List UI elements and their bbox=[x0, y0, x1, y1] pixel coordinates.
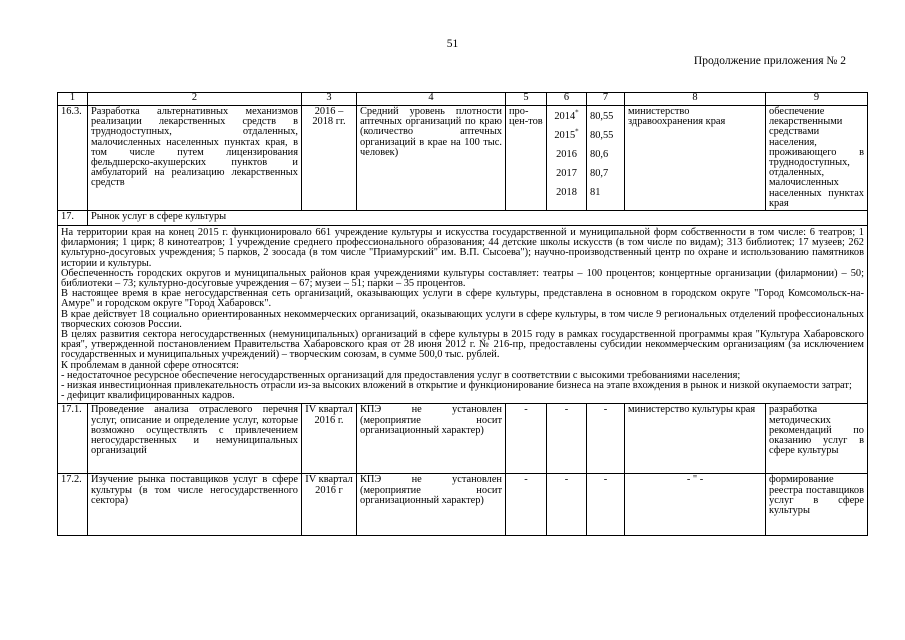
header-cell: 6 bbox=[547, 93, 587, 106]
paragraph: В целях развития сектора негосударственных (немуниципальных) организаций в сфере культуры в 2015 году в рамках государственной программы края "Культура Хабаровского края", утвержденной постановлением Правительства Хабаровского края от 28 июня 2012 г. № 216-пр, предоставлены субсидии некоммерческим организациям (за исключением государственных и муниципальных учреждений) – творческим союзам, в сумме 500,0 тыс. рублей. bbox=[61, 329, 864, 361]
indicator: Средний уровень плотности аптечных организаций по краю (количество аптечных организаций в крае на 100 тыс. человек) bbox=[357, 106, 506, 211]
program-table bbox=[57, 92, 868, 536]
period: IV квартал 2016 г bbox=[302, 474, 357, 536]
unit: про-цен-тов bbox=[506, 106, 547, 211]
paragraph: Обеспеченность городских округов и муниципальных районов края учреждениями культуры составляет: театры – 100 процентов; концертные организации (филармонии) – 50; библиотеки – 73; культурно-досуговые учреждения – 67; музеи – 51; парки – 35 процентов. bbox=[61, 267, 864, 290]
unit: - bbox=[506, 474, 547, 536]
header-cell: 2 bbox=[88, 93, 302, 106]
value-cell: - bbox=[587, 404, 625, 474]
paragraph: - недостаточное ресурсное обеспечение негосударственных организаций для предоставления услуг в соответствии с высокими требованиями населения; bbox=[61, 369, 741, 381]
header-cell: 3 bbox=[302, 93, 357, 106]
table-row-16-3 bbox=[58, 106, 868, 211]
measure-name: Разработка альтернативных механизмов реализации лекарственных средств в труднодоступных, отдаленных, малочисленных населенных пунктах края, в том числе путем лицензирования фельдшерско-акушерских пунктов и амбулаторий на реализацию лекарственных средств bbox=[88, 106, 302, 211]
header-cell: 1 bbox=[58, 93, 88, 106]
years-column bbox=[547, 106, 587, 211]
value-cell: 80,55 bbox=[590, 111, 614, 122]
header-cell: 4 bbox=[357, 93, 506, 106]
paragraph: На территории края на конец 2015 г. функционировало 661 учреждение культуры и искусства государственной и муниципальной форм собственности в том числе: 6 театров; 1 филармония; 1 цирк; 8 кинотеатров; 1 учреждение среднего профессионального образования; 44 детские школы искусств (в том числе по видам); 313 библиотек; 17 музеев; 262 культурно-досуговых учреждения; 5 парков, 2 зоосада (в том числе "Приамурский" им. В.П. Сысоева"); научно-производственный центр по охране и использованию памятников истории и культуры. bbox=[61, 227, 864, 269]
paragraph: В настоящее время в крае негосударственная сеть организаций, оказывающих услуги в сфере культуры, представлена в основном в городском округе "Город Комсомольск-на-Амуре" и городском округе "Город Хабаровск". bbox=[61, 288, 864, 310]
expected-result: разработка методических рекомендаций по оказанию услуг в сфере культуры bbox=[766, 404, 868, 474]
responsible: министерство культуры края bbox=[625, 404, 766, 474]
section-17-row bbox=[58, 211, 868, 226]
continuation-note: Продолжение приложения № 2 bbox=[693, 55, 846, 67]
paragraph: К проблемам в данной сфере относятся: bbox=[61, 359, 239, 371]
table-row-17-2 bbox=[58, 474, 868, 536]
indicator: КПЭ не установлен (мероприятие носит организационный характер) bbox=[357, 404, 506, 474]
period: IV квартал 2016 г. bbox=[302, 404, 357, 474]
year-cell: 2015* bbox=[554, 127, 579, 141]
value-cell: 81 bbox=[590, 187, 601, 198]
section-number: 17. bbox=[58, 211, 88, 226]
values-column bbox=[587, 106, 625, 211]
value-cell: 80,6 bbox=[590, 149, 609, 160]
row-number: 16.3. bbox=[58, 106, 88, 211]
section-description bbox=[58, 226, 868, 404]
period: 2016 – 2018 гг. bbox=[302, 106, 357, 211]
indicator: КПЭ не установлен (мероприятие носит организационный характер) bbox=[357, 474, 506, 536]
header-row bbox=[58, 93, 868, 106]
paragraph: В крае действует 18 социально ориентированных некоммерческих организаций, оказывающих услуги в сфере культуры, в том числе 9 региональных отделений профессиональных творческих союзов России. bbox=[61, 308, 864, 330]
value-cell: - bbox=[547, 404, 587, 474]
paragraph: - низкая инвестиционная привлекательность отрасли из-за высоких вложений в открытие и функционирование бизнеса на этапе вхождения в рынок и низкой окупаемости затрат; bbox=[61, 380, 852, 392]
table-row-17-1 bbox=[58, 404, 868, 474]
year-cell: 2018 bbox=[556, 187, 577, 198]
value-cell: 80,55 bbox=[590, 130, 614, 141]
header-cell: 9 bbox=[766, 93, 868, 106]
paragraph: - дефицит квалифицированных кадров. bbox=[61, 390, 235, 402]
measure-name: Проведение анализа отраслевого перечня услуг, описание и определение услуг, которые возможно осуществлять с привлечением негосударственных и немуниципальных организаций bbox=[88, 404, 302, 474]
year-cell: 2017 bbox=[556, 168, 577, 179]
section-title: Рынок услуг в сфере культуры bbox=[88, 211, 868, 226]
section-17-description-row bbox=[58, 226, 868, 404]
year-cell: 2014* bbox=[554, 108, 579, 122]
page-number: 51 bbox=[446, 38, 459, 50]
responsible: - " - bbox=[625, 474, 766, 536]
row-number: 17.1. bbox=[58, 404, 88, 474]
value-cell: - bbox=[547, 474, 587, 536]
unit: - bbox=[506, 404, 547, 474]
expected-result: обеспечение лекарственными средствами населения, проживающего в труднодоступных, отдаленных, малочисленных населенных пунктах края bbox=[766, 106, 868, 211]
responsible: министерство здравоохранения края bbox=[625, 106, 766, 211]
measure-name: Изучение рынка поставщиков услуг в сфере культуры (в том числе негосударственного сектора) bbox=[88, 474, 302, 536]
header-cell: 8 bbox=[625, 93, 766, 106]
header-cell: 7 bbox=[587, 93, 625, 106]
header-cell: 5 bbox=[506, 93, 547, 106]
value-cell: 80,7 bbox=[590, 168, 609, 179]
row-number: 17.2. bbox=[58, 474, 88, 536]
expected-result: формирование реестра поставщиков услуг в сфере культуры bbox=[766, 474, 868, 536]
value-cell: - bbox=[587, 474, 625, 536]
year-cell: 2016 bbox=[556, 149, 577, 160]
